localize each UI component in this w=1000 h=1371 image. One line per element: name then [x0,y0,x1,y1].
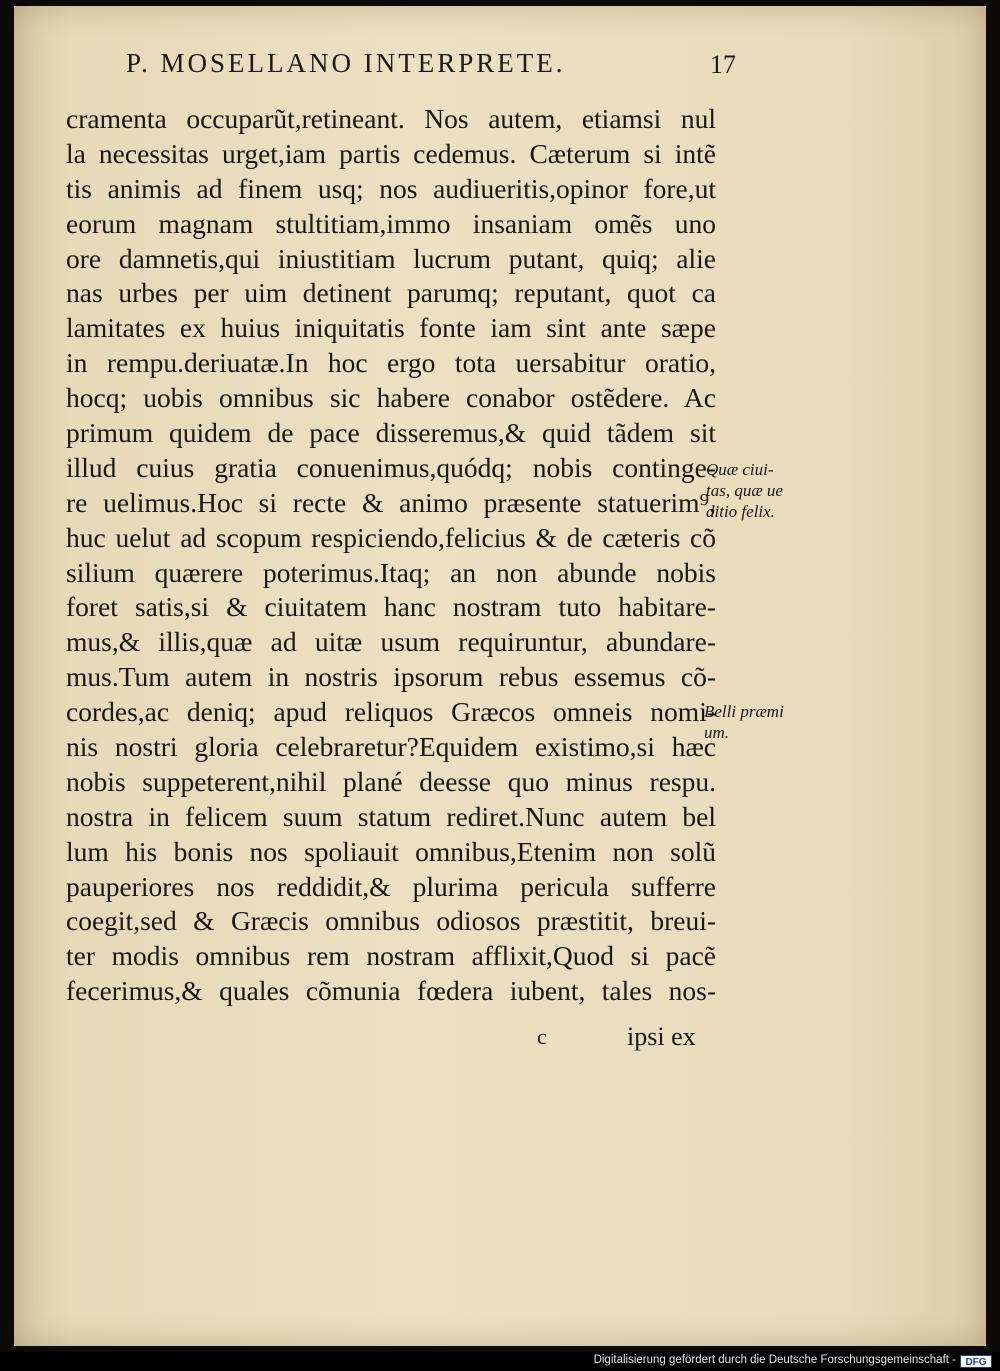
page-number: 17 [710,50,736,79]
page-header [126,48,736,79]
text-line: mus,& illis,quæ ad uitæ usum requiruntur, abundare- [66,626,716,658]
text-line: nis nostri gloria celebraretur?Equidem existimo,si hæc [66,731,716,763]
text-line: ore damnetis,qui iniustitiam lucrum putant, quiq; alie [66,242,716,274]
text-line: nobis suppeterent,nihil plané deesse quo minus respu. [66,765,716,797]
text-line: mus.Tum autem in nostris ipsorum rebus essemus cõ- [66,661,716,693]
text-line: tis animis ad finem usq; nos audiueritis,opinor fore,ut [66,172,716,204]
text-line: lum his bonis nos spoliauit omnibus,Etenim non solũ [66,835,716,867]
marginal-note-line: Quæ ciui- [706,460,774,479]
text-line: nostra in felicem suum statum rediret.Nunc autem bel [66,800,716,832]
book-page [14,6,986,1346]
text-line: hocq; uobis omnibus sic habere conabor ostẽdere. Ac [66,382,716,414]
dfg-logo: DFG [960,1355,992,1368]
text-line: la necessitas urget,iam partis cedemus. Cæterum si intẽ [66,137,716,169]
text-line: lamitates ex huius iniquitatis fonte iam sint ante sæpe [66,312,716,344]
text-line: silium quærere poterimus.Itaq; an non abunde nobis [66,556,716,588]
text-line: in rempu.deriuatæ.In hoc ergo tota uersabitur oratio, [66,347,716,379]
text-line: fecerimus,& quales cõmunia fœdera iubent, tales nos- [66,975,716,1007]
marginal-note-line: um. [704,723,730,742]
marginal-note-line: ditio felix. [706,502,775,521]
catchword: ipsi ex [627,1022,696,1051]
text-line: primum quidem de pace disseremus,& quid tãdem sit [66,417,716,449]
text-line: eorum magnam stultitiam,immo insaniam omẽs uno [66,207,716,239]
marginal-note [706,459,816,522]
marginal-note-line: Belli præmi [704,702,784,721]
marginal-note [704,701,824,743]
text-line: illud cuius gratia conuenimus,quódq; nobis continge- [66,451,716,483]
text-line: coegit,sed & Græcis omnibus odiosos præstitit, breui- [66,905,716,937]
text-line: nas urbes per uim detinent parumq; reputant, quot ca [66,277,716,309]
text-line: cordes,ac deniq; apud reliquos Græcos omneis nomi- [66,696,716,728]
signature-mark: c [537,1024,547,1049]
text-line: cramenta occuparũt,retineant. Nos autem, etiamsi nul [66,103,716,134]
running-head: P. MOSELLANO INTERPRETE. [126,48,566,78]
text-line: ter modis omnibus rem nostram afflixit,Quod si pacẽ [66,940,716,972]
funding-credit: Digitalisierung gefördert durch die Deutsche Forschungsgemeinschaft - [593,1354,956,1366]
text-line: pauperiores nos reddidit,& plurima pericula sufferre [66,870,716,902]
body-text [66,102,716,1009]
text-line: huc uelut ad scopum respiciendo,felicius & de cæteris cõ [66,521,716,553]
text-line: foret satis,si & ciuitatem hanc nostram tuto habitare- [66,591,716,623]
marginal-note-line: tas, quæ ue [706,481,783,500]
digitization-footer [0,1352,1000,1371]
text-line: re uelimus.Hoc si recte & animo præsente statuerim⁹, [66,486,716,518]
